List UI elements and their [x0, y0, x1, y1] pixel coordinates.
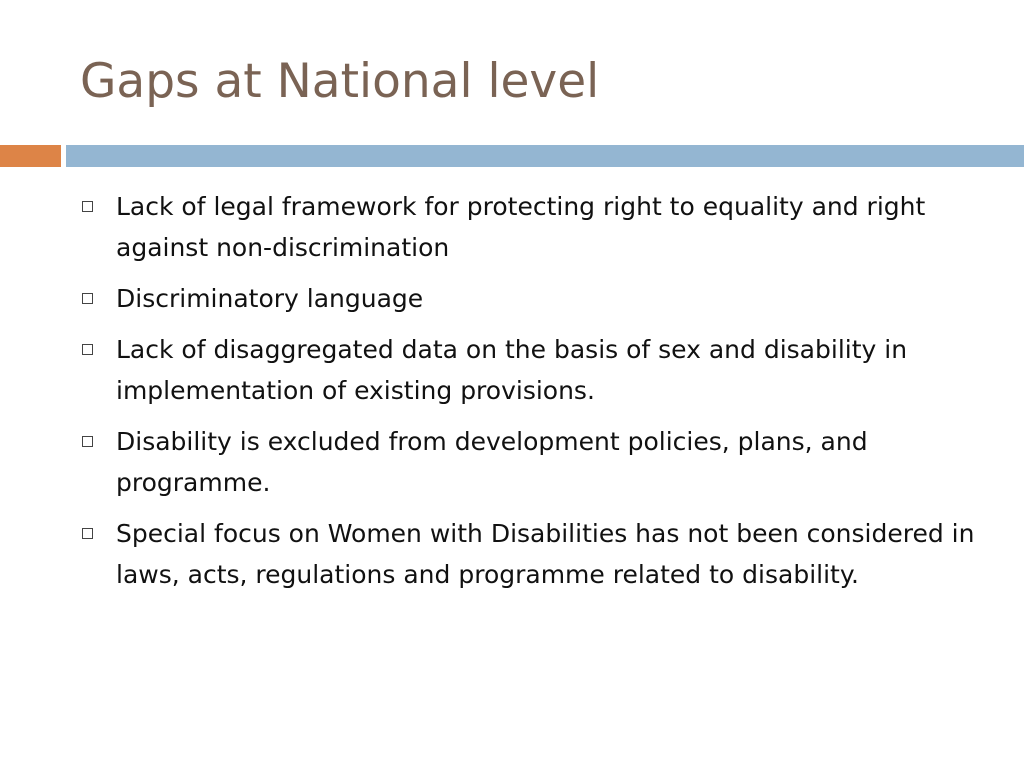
bullet-text: Lack of disaggregated data on the basis of sex and disability in implementation of existing provisions. [116, 335, 908, 405]
bullet-item-disaggregated-data [80, 329, 980, 411]
hollow-square-icon [82, 293, 93, 304]
bullet-text: Special focus on Women with Disabilities has not been considered in laws, acts, regulations and programme related to disability. [116, 519, 975, 589]
bullet-item-excluded-policies [80, 421, 980, 503]
bullet-item-discriminatory-language [80, 278, 980, 319]
hollow-square-icon [82, 528, 93, 539]
bullet-list [80, 186, 980, 605]
bullet-text: Discriminatory language [116, 284, 424, 313]
accent-bar-blue [66, 145, 1024, 167]
bullet-item-women-with-disabilities [80, 513, 980, 595]
bullet-text: Disability is excluded from development policies, plans, and programme. [116, 427, 868, 497]
accent-bar-orange [0, 145, 61, 167]
hollow-square-icon [82, 344, 93, 355]
hollow-square-icon [82, 201, 93, 212]
slide-title: Gaps at National level [80, 54, 600, 109]
bullet-item-legal-framework [80, 186, 980, 268]
hollow-square-icon [82, 436, 93, 447]
bullet-text: Lack of legal framework for protecting right to equality and right against non-discrimination [116, 192, 926, 262]
